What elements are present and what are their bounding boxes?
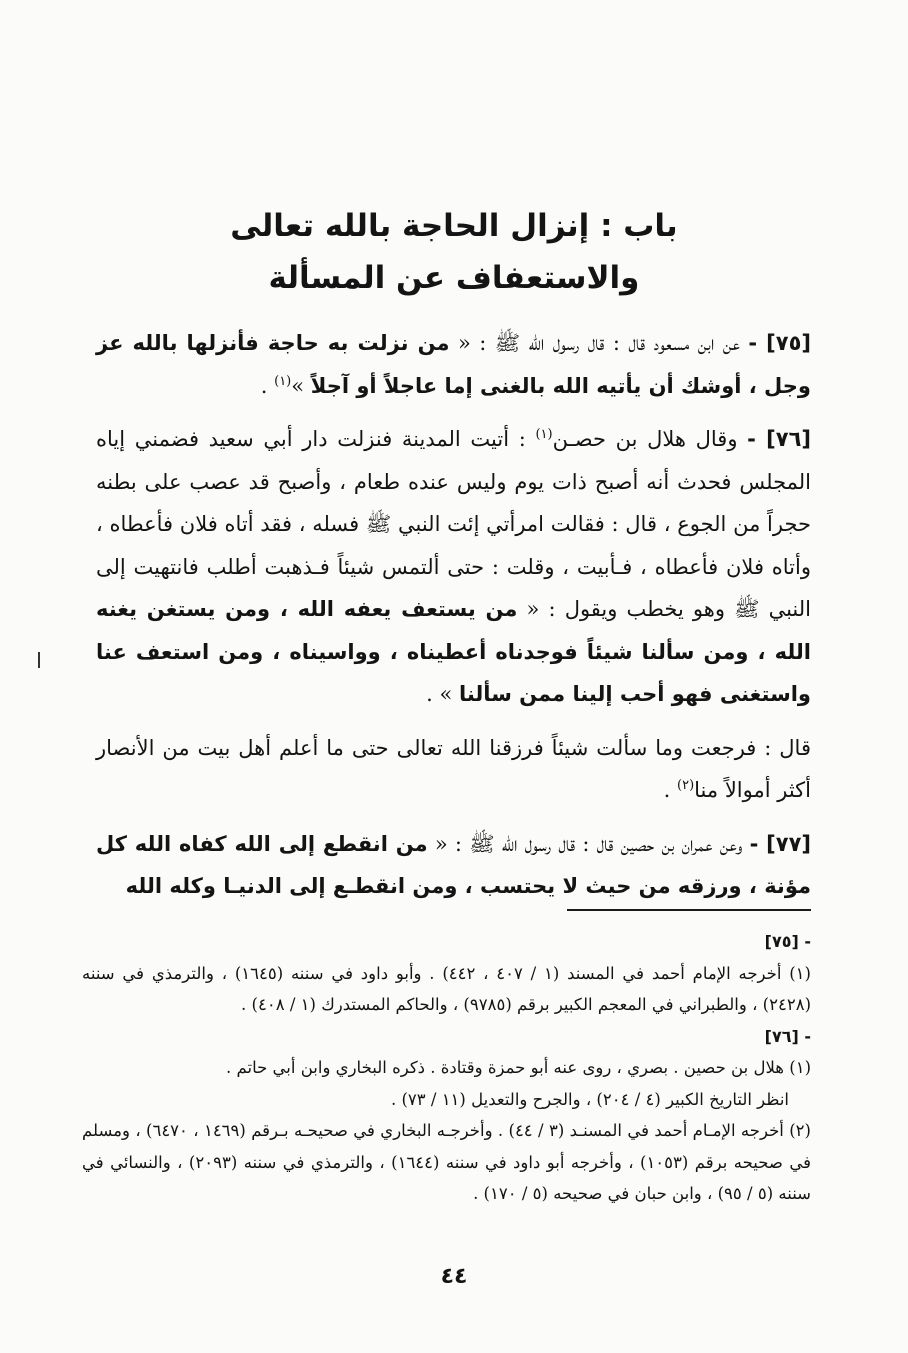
hadith-text: من انقطع إلى الله كفاه الله كل مؤنة ، ورزقه من حيث لا يحتسب ، ومن انقطـع إلى الدنيـا وكله الله bbox=[96, 831, 811, 898]
footnote-76-1-continued: انظر التاريخ الكبير (٤ / ٢٠٤) ، والجرح والتعديل (١١ / ٧٣) . bbox=[390, 1089, 789, 1109]
hadith-text: من يستعف يعفه الله ، ومن يستغن يغنه الله ، ومن سألنا شيئاً فوجدناه أعطيناه ، وواسيناه ، ومن استعف عنا واستغنى فهو أحب إلينا ممن سألنا bbox=[96, 597, 811, 706]
footnote-ref: (١) bbox=[274, 373, 292, 389]
sentence-end: . bbox=[663, 778, 678, 802]
page-number: ٤٤ bbox=[440, 1264, 468, 1289]
hadith-number: [٧٧] - bbox=[749, 831, 811, 856]
hadith-intro: عن ابن مسعود قال : قال رسول الله ﷺ : « bbox=[449, 331, 749, 355]
footnote-76-1: (١) هلال بن حصين . بصري ، روى عنه أبو حمزة وقتادة . ذكره البخاري وابن أبي حاتم . bbox=[226, 1058, 811, 1077]
footnotes bbox=[82, 926, 811, 1210]
chapter-title-line-1: باب : إنزال الحاجة بالله تعالى bbox=[230, 208, 678, 244]
quote-close: » bbox=[291, 373, 311, 398]
footnote-section-76: - [٧٦] bbox=[764, 1026, 811, 1046]
chapter-title-line-2: والاستعفاف عن المسألة bbox=[268, 260, 640, 296]
hadith-number: [٧٦] - bbox=[747, 427, 812, 451]
footnote-ref: (١) bbox=[535, 427, 553, 442]
narration-part-2: : أتيت المدينة فنزلت دار أبي سعيد فضمني إياه المجلس فحدث أنه أصبح ذات يوم وليس عنده طعام ، وأصبح قد عصب على بطنه حجراً من الجوع ، قال : فقالت امرأتي إئت النبي ﷺ فسله ، فقد أتاه فلان فأعطاه ، وأتاه فلان فأعطاه ، فـأبيت ، وقلت : حتى ألتمس شيئاً فـذهبت أطلب فانتهيت إلى النبي ﷺ وهو يخطب ويقول : « bbox=[96, 427, 811, 621]
footnote-separator bbox=[567, 909, 811, 911]
hadith-75 bbox=[96, 322, 811, 407]
hadith-77 bbox=[96, 823, 811, 908]
hadith-76 bbox=[96, 418, 811, 716]
sentence-end: . bbox=[260, 373, 275, 398]
hadith-intro: وعن عمران بن حصين قال : قال رسول الله ﷺ : « bbox=[427, 831, 750, 856]
hadith-text: من نزلت به حاجة فأنزلها بالله عز وجل ، أوشك أن يأتيه الله بالغنى إما عاجلاً أو آجلاً bbox=[96, 331, 811, 398]
footnote-76-2: (٢) أخرجه الإمـام أحمد في المسنـد (٣ / ٤٤) . وأخرجـه البخاري في صحيحـه بـرقم (١٤٦٩ ، ٦٤٧٠) ، ومسلم في صحيحه برقم (١٠٥٣) ، وأخرجه أبو داود في سننه (١٦٤٤) ، والترمذي في سننه (٢٠٩٣) ، والنسائي في سننه (٥ / ٩٥) ، وابن حبان في صحيحه (٥ / ١٧٠) . bbox=[82, 1121, 811, 1203]
main-text bbox=[96, 322, 811, 908]
footnote-ref: (٢) bbox=[677, 778, 695, 793]
margin-mark bbox=[38, 652, 40, 668]
footnote-75-1: (١) أخرجه الإمام أحمد في المسند (١ / ٤٠٧ ، ٤٤٢) . وأبو داود في سننه (١٦٤٥) ، والترمذي في سننه (٢٤٢٨) ، والطبراني في المعجم الكبير برقم (٩٧٨٥) ، والحاكم المستدرك (١ / ٤٠٨) . bbox=[82, 963, 811, 1014]
hadith-76-continuation bbox=[96, 727, 811, 812]
narration-part-3: قال : فرجعت وما سألت شيئاً فرزقنا الله تعالى حتى ما أعلم أهل بيت من الأنصار أكثر أموالاً منا bbox=[96, 735, 811, 802]
quote-close: » . bbox=[426, 682, 459, 706]
hadith-number: [٧٥] - bbox=[748, 331, 812, 355]
footnote-section-75: - [٧٥] bbox=[764, 932, 811, 951]
narration-part-1: وقال هلال بن حصـن bbox=[552, 427, 748, 451]
